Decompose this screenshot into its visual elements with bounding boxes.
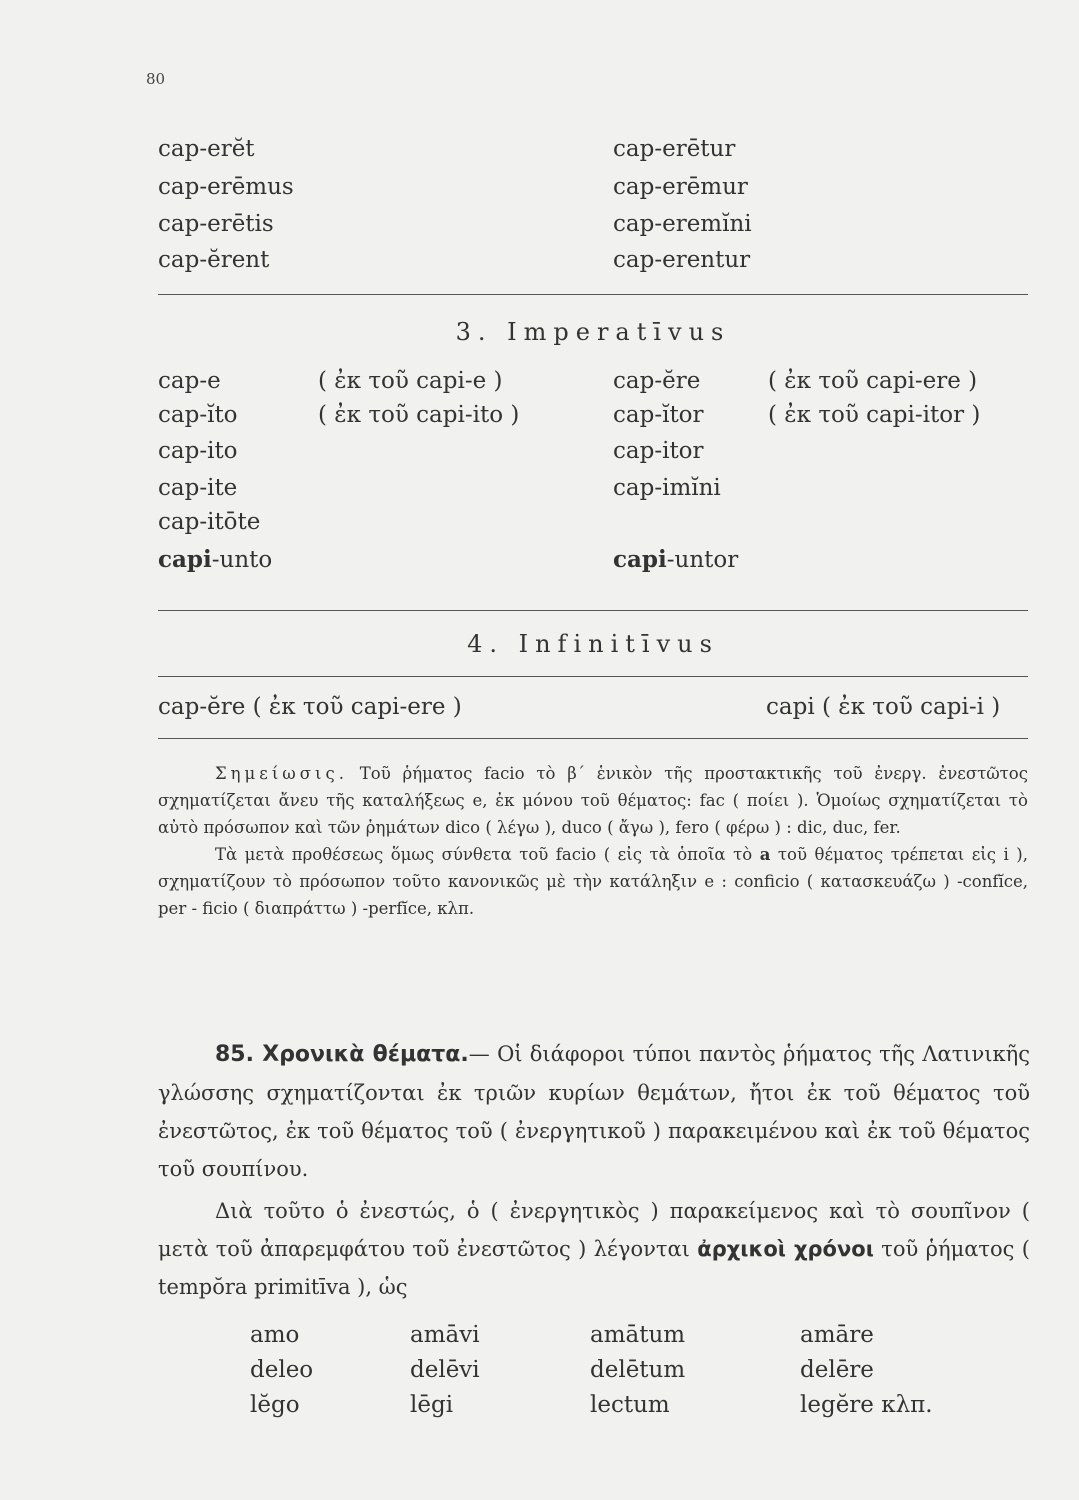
infinitive-row xyxy=(158,694,1038,734)
passive-form xyxy=(613,546,738,573)
note-label: Σημείωσις. xyxy=(215,764,348,783)
present-form: lĕgo xyxy=(250,1392,300,1418)
example-row xyxy=(250,1322,1010,1358)
imperative-row xyxy=(158,438,1038,478)
passive-form: cap-erēmur xyxy=(613,174,748,200)
passive-form: cap-imĭni xyxy=(613,475,721,501)
divider-rule xyxy=(158,610,1028,611)
conjugation-row xyxy=(158,211,1038,251)
stem-bold: capi xyxy=(613,546,667,573)
divider-rule xyxy=(158,294,1028,295)
imperative-row xyxy=(158,509,1038,549)
note-block xyxy=(158,760,1028,922)
ending: -untor xyxy=(666,547,739,573)
conjugation-row xyxy=(158,174,1038,214)
note-text: τοῦ θέματος τρέπεται εἰς i ), σχηματίζουν τὸ πρόσωπον τοῦτο κανονικῶς μὲ τὴν κατάληξιν e : conficio ( κατασκευάζω ) -confĭce, per - ficio ( διαπράττω ) -perfĭce, κλπ. xyxy=(158,845,1028,918)
active-form: cap-ite xyxy=(158,475,238,501)
ending: -unto xyxy=(211,547,273,573)
divider-rule xyxy=(158,738,1028,739)
note-text: Τὰ μετὰ προθέσεως ὅμως σύνθετα τοῦ facio ( εἰς τὰ ὁποῖα τὸ xyxy=(215,845,760,864)
active-form: cap-erĕt xyxy=(158,136,255,162)
example-row xyxy=(250,1392,1010,1428)
section-bold-term: ἀρχικοὶ χρόνοι xyxy=(697,1237,874,1261)
section-paragraph xyxy=(158,1035,1030,1188)
passive-form: cap-ĕre xyxy=(613,368,701,394)
supine-form: delētum xyxy=(590,1357,686,1383)
active-origin: ( ἐκ τοῦ capi-e ) xyxy=(318,368,503,394)
perfect-form: amāvi xyxy=(410,1322,480,1348)
divider-rule xyxy=(158,676,1028,677)
passive-form: cap-itor xyxy=(613,438,704,464)
active-form: cap-itōte xyxy=(158,509,261,535)
active-infinitive: cap-ĕre ( ἐκ τοῦ capi-ere ) xyxy=(158,694,462,720)
active-origin: ( ἐκ τοῦ capi-ito ) xyxy=(318,402,520,428)
active-form: cap-erētis xyxy=(158,211,274,237)
passive-form: cap-erentur xyxy=(613,247,751,273)
section-text: τοῦ ῥήματος ( tempŏra primitīva ), ὡς xyxy=(158,1237,1030,1299)
note-paragraph xyxy=(158,760,1028,841)
infinitive-form: legĕre κλπ. xyxy=(800,1392,933,1418)
active-form: cap-ĕrent xyxy=(158,247,270,273)
section-text: — Οἱ διάφοροι τύποι παντὸς ῥήματος τῆς Λατινικῆς γλώσσης σχηματίζονται ἐκ τριῶν κυρίων θεμάτων, ἤτοι ἐκ τοῦ θέματος τοῦ ἐνεστῶτος, ἐκ τοῦ θέματος τοῦ ( ἐνεργητικοῦ ) παρακειμένου καὶ ἐκ τοῦ θέματος τοῦ σουπίνου. xyxy=(158,1042,1031,1181)
conjugation-row xyxy=(158,247,1038,287)
section-paragraph xyxy=(158,1192,1030,1306)
section-text: Διὰ τοῦτο ὁ ἐνεστώς, ὁ ( ἐνεργητικὸς ) παρακείμενος καὶ τὸ σουπῖνον ( μετὰ τοῦ ἀπαρεμφάτου τοῦ ἐνεστῶτος ) λέγονται xyxy=(158,1199,1030,1261)
section-heading: 85. Χρονικὰ θέματα. xyxy=(215,1042,469,1067)
imperative-row xyxy=(158,402,1038,442)
perfect-form: lēgi xyxy=(410,1392,454,1418)
perfect-form: delēvi xyxy=(410,1357,480,1383)
active-form: cap-ito xyxy=(158,438,238,464)
present-form: amo xyxy=(250,1322,300,1348)
note-text: Τοῦ ῥήματος facio τὸ β΄ ἑνικὸν τῆς προστακτικῆς τοῦ ἐνεργ. ἐνεστῶτος σχηματίζεται ἄνευ τῆς καταλήξεως e, ἐκ μόνου τοῦ θέματος: fac ( ποίει ). Ὁμοίως σχηματίζεται τὸ αὐτὸ πρόσωπον καὶ τῶν ῥημάτων dico ( λέγω ), duco ( ἄγω ), fero ( φέρω ) : dic, duc, fer. xyxy=(158,764,1028,837)
passive-origin: ( ἐκ τοῦ capi-itor ) xyxy=(768,402,981,428)
present-form: deleo xyxy=(250,1357,314,1383)
conjugation-row xyxy=(158,136,1038,176)
active-form: cap-e xyxy=(158,368,221,394)
note-paragraph xyxy=(158,841,1028,922)
stem-bold: capi xyxy=(158,546,212,573)
active-form xyxy=(158,546,272,573)
imperative-title: 3. Imperatīvus xyxy=(455,318,731,346)
page-number: 80 xyxy=(146,70,166,88)
passive-form: cap-ĭtor xyxy=(613,402,704,428)
infinitive-form: delēre xyxy=(800,1357,874,1383)
passive-form: cap-erētur xyxy=(613,136,736,162)
infinitive-form: amāre xyxy=(800,1322,874,1348)
passive-infinitive: capi ( ἐκ τοῦ capi-i ) xyxy=(766,694,1001,720)
section-85 xyxy=(158,1035,1030,1306)
supine-form: amātum xyxy=(590,1322,686,1348)
passive-form: cap-eremĭni xyxy=(613,211,752,237)
imperative-row xyxy=(158,546,1038,586)
active-form: cap-ĭto xyxy=(158,402,238,428)
passive-origin: ( ἐκ τοῦ capi-ere ) xyxy=(768,368,978,394)
note-bold-letter: a xyxy=(759,845,771,864)
example-row xyxy=(250,1357,1010,1393)
infinitive-title: 4. Infinitīvus xyxy=(467,630,719,658)
supine-form: lectum xyxy=(590,1392,670,1418)
active-form: cap-erēmus xyxy=(158,174,294,200)
